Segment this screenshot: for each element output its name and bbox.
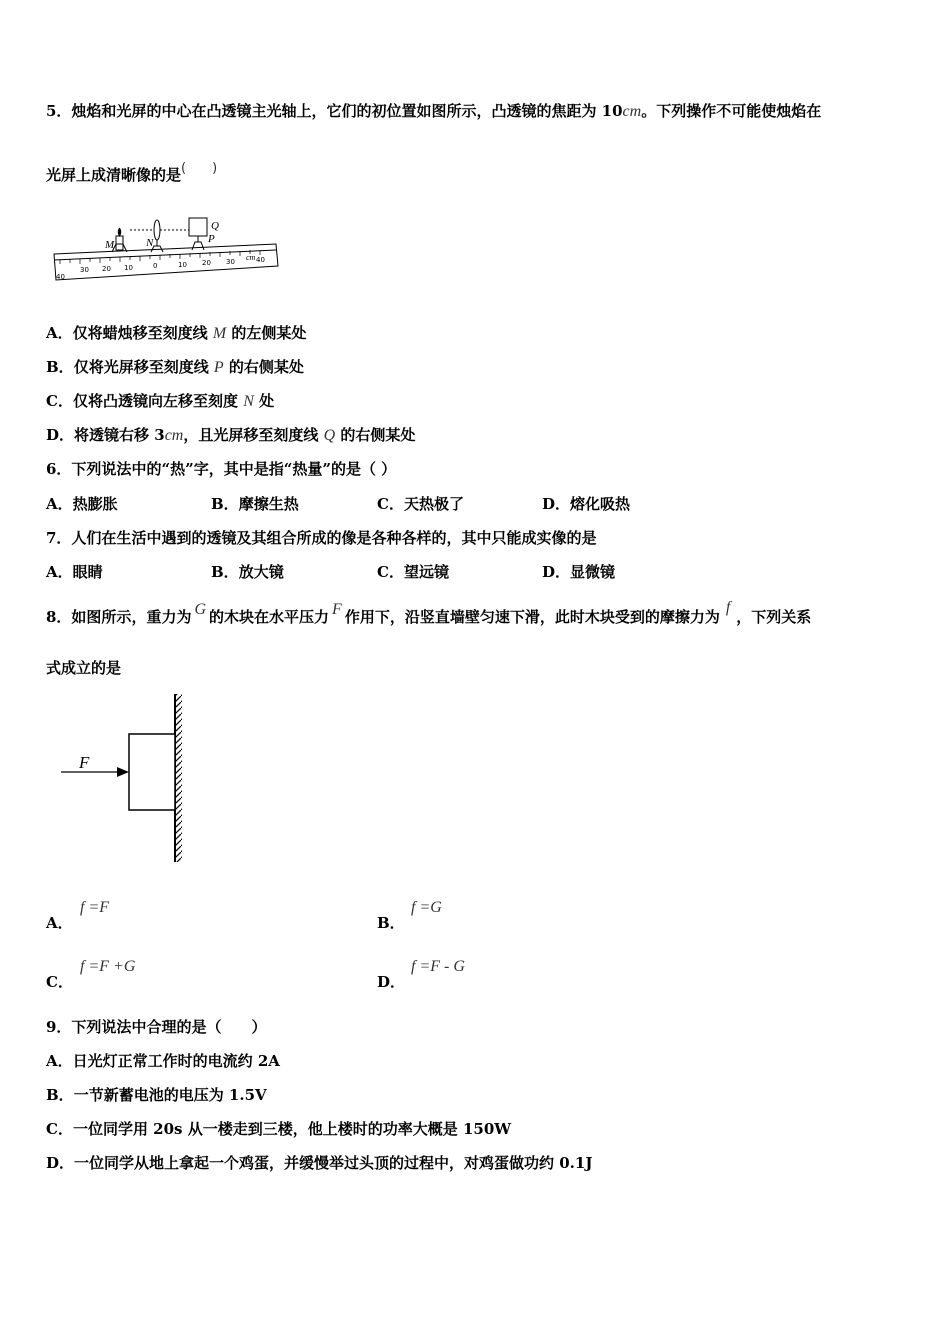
block [129, 734, 175, 810]
lens-icon [154, 220, 160, 240]
q8-option-a-letter: A． [46, 914, 73, 932]
candle-icon [116, 236, 123, 250]
q8-option-b-letter: B． [377, 914, 405, 932]
q5-option-b: B．仅将光屏移至刻度线 P 的右侧某处 [46, 358, 304, 376]
q9-option-b: B．一节新蓄电池的电压为 1.5V [46, 1086, 267, 1104]
q9-stem: 9．下列说法中合理的是（ ） [46, 1018, 267, 1036]
wall-hatch [175, 694, 182, 862]
q5-option-a: A．仅将蜡烛移至刻度线 M 的左侧某处 [46, 324, 307, 342]
q6-option-d: D．熔化吸热 [542, 495, 631, 513]
svg-text:0: 0 [153, 262, 158, 270]
svg-text:40: 40 [56, 273, 65, 281]
q9-option-d: D．一位同学从地上拿起一个鸡蛋，并缓慢举过头顶的过程中，对鸡蛋做功约 0.1J [46, 1154, 593, 1172]
q8-stem-line2: 式成立的是 [46, 659, 122, 677]
block-wall-figure [55, 690, 195, 865]
svg-text:20: 20 [202, 259, 211, 267]
label-p: P [208, 233, 215, 245]
q8-option-c-formula: f =F +G [80, 958, 136, 975]
label-n: N [146, 237, 154, 249]
svg-text:10: 10 [124, 264, 133, 272]
q7-option-b: B．放大镜 [211, 563, 284, 581]
q9-option-a: A．日光灯正常工作时的电流约 2A [46, 1052, 280, 1070]
q5-option-d: D．将透镜右移 3cm，且光屏移至刻度线 Q 的右侧某处 [46, 426, 416, 444]
svg-text:30: 30 [80, 266, 89, 274]
svg-text:20: 20 [102, 265, 111, 273]
q6-option-c: C．天热极了 [377, 495, 464, 513]
answer-paren: ( ) [181, 161, 218, 176]
label-unit: cm [246, 253, 256, 262]
q8-option-d-formula: f =F - G [411, 958, 465, 975]
q7-stem: 7．人们在生活中遇到的透镜及其组合所成的像是各种各样的，其中只能成实像的是 [46, 529, 597, 547]
q8-option-c-letter: C． [46, 973, 73, 991]
label-q: Q [211, 220, 219, 232]
q5-stem-line2: 光屏上成清晰像的是( ) [46, 161, 218, 184]
arrow-head-icon [117, 767, 129, 777]
force-label: F [79, 753, 90, 772]
q7-option-a: A．眼睛 [46, 563, 103, 581]
q5-option-c: C．仅将凸透镜向左移至刻度 N 处 [46, 392, 275, 410]
q6-option-a: A．热膨胀 [46, 495, 118, 513]
q8-stem-line1: 8．如图所示，重力为 G 的木块在水平压力 F 作用下，沿竖直墙壁匀速下滑，此时木块受到的摩擦力为f，下列关系 [46, 599, 812, 626]
optical-bench-figure [50, 208, 280, 288]
q8-option-d-letter: D． [377, 973, 406, 991]
q8-option-a-formula: f =F [80, 899, 110, 916]
q8-option-b-formula: f =G [411, 899, 442, 916]
svg-text:40: 40 [256, 256, 265, 264]
q9-option-c: C．一位同学用 20s 从一楼走到三楼，他上楼时的功率大概是 150W [46, 1120, 512, 1138]
q6-option-b: B．摩擦生热 [211, 495, 299, 513]
svg-text:10: 10 [178, 261, 187, 269]
q7-option-c: C．望远镜 [377, 563, 449, 581]
q6-stem: 6．下列说法中的“热”字，其中是指“热量”的是（ ） [46, 460, 397, 478]
label-m: M [105, 239, 115, 251]
screen-icon [189, 218, 207, 236]
q7-option-d: D．显微镜 [542, 563, 616, 581]
svg-text:30: 30 [226, 258, 235, 266]
q5-stem-line1: 5．烛焰和光屏的中心在凸透镜主光轴上，它们的初位置如图所示，凸透镜的焦距为 10cm。下列操作不可能使烛焰在 [46, 102, 822, 120]
